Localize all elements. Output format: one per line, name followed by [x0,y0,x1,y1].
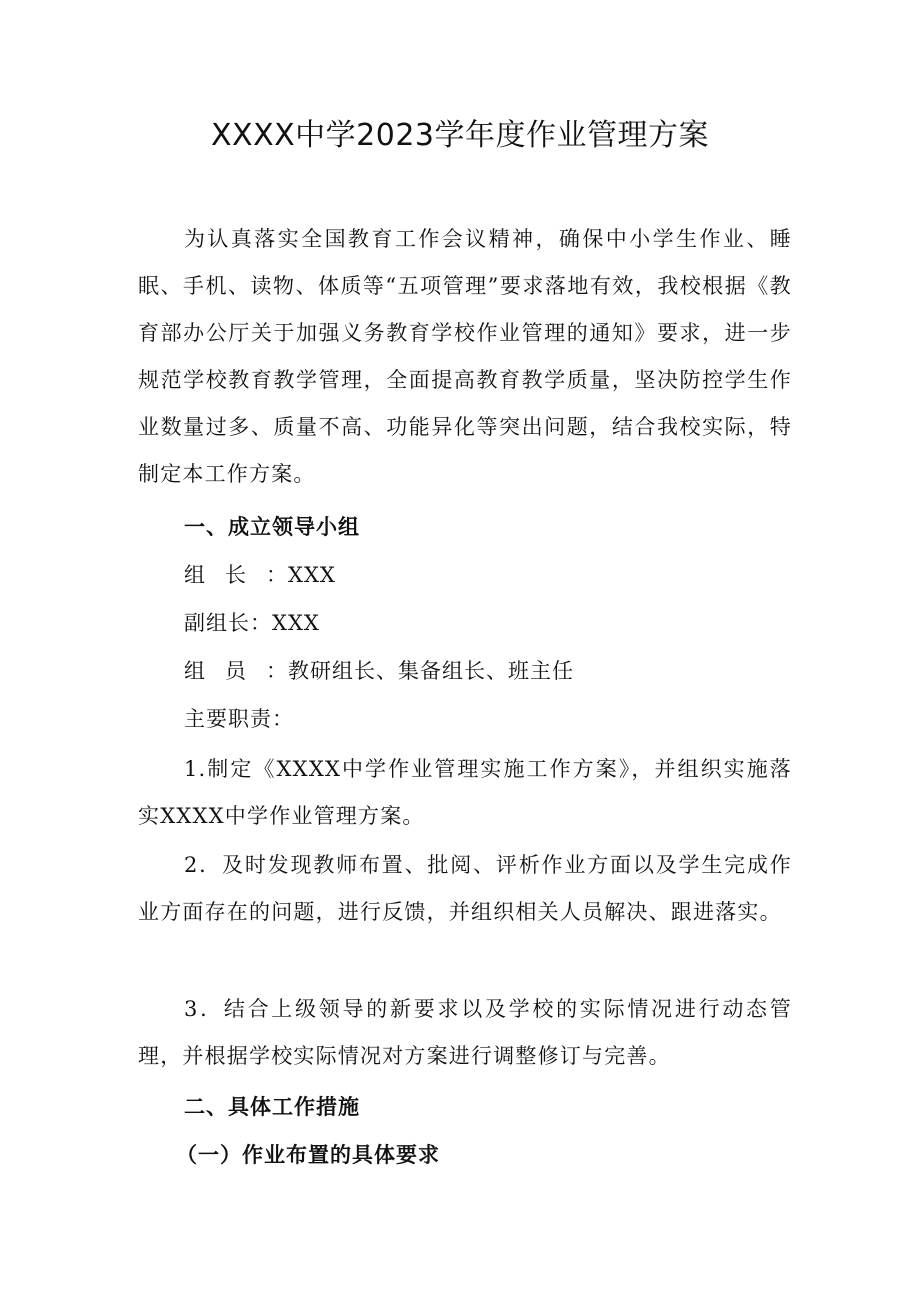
members-line [184,648,574,695]
leader-label: 组长： [184,563,288,587]
members-label: 组员： [184,659,288,683]
leader-line [184,552,336,599]
deputy-label: 副组长： [184,611,272,635]
document-title: XXXX中学2023学年度作业管理方案 [210,118,710,153]
section-2-subheading: （一）作业布置的具体要求 [176,1143,440,1167]
deputy-line [184,600,320,647]
duty-2: 2．及时发现教师布置、批阅、评析作业方面以及学生完成作业方面存在的问题，进行反馈，并组织相关人员解决、跟进落实。 [138,853,792,924]
duty-1: 1.制定《XXXX中学作业管理实施工作方案》，并组织实施落实XXXX中学作业管理方案。 [138,757,792,828]
section-2-heading: 二、具体工作措施 [184,1095,360,1119]
intro-paragraph: 为认真落实全国教育工作会议精神，确保中小学生作业、睡眠、手机、读物、体质等“五项管理”要求落地有效，我校根据《教育部办公厅关于加强义务教育学校作业管理的通知》要求，进一步规范学校教育教学管理，全面提高教育教学质量，坚决防控学生作业数量过多、质量不高、功能异化等突出问题，结合我校实际，特制定本工作方案。 [138,227,792,486]
section-1-heading: 一、成立领导小组 [184,515,360,539]
deputy-value: XXX [272,611,320,635]
members-value: 教研组长、集备组长、班主任 [288,659,574,683]
leader-value: XXX [288,563,336,587]
duties-label: 主要职责： [184,707,294,731]
duty-3: 3．结合上级领导的新要求以及学校的实际情况进行动态管理，并根据学校实际情况对方案进行调整修订与完善。 [138,997,792,1068]
